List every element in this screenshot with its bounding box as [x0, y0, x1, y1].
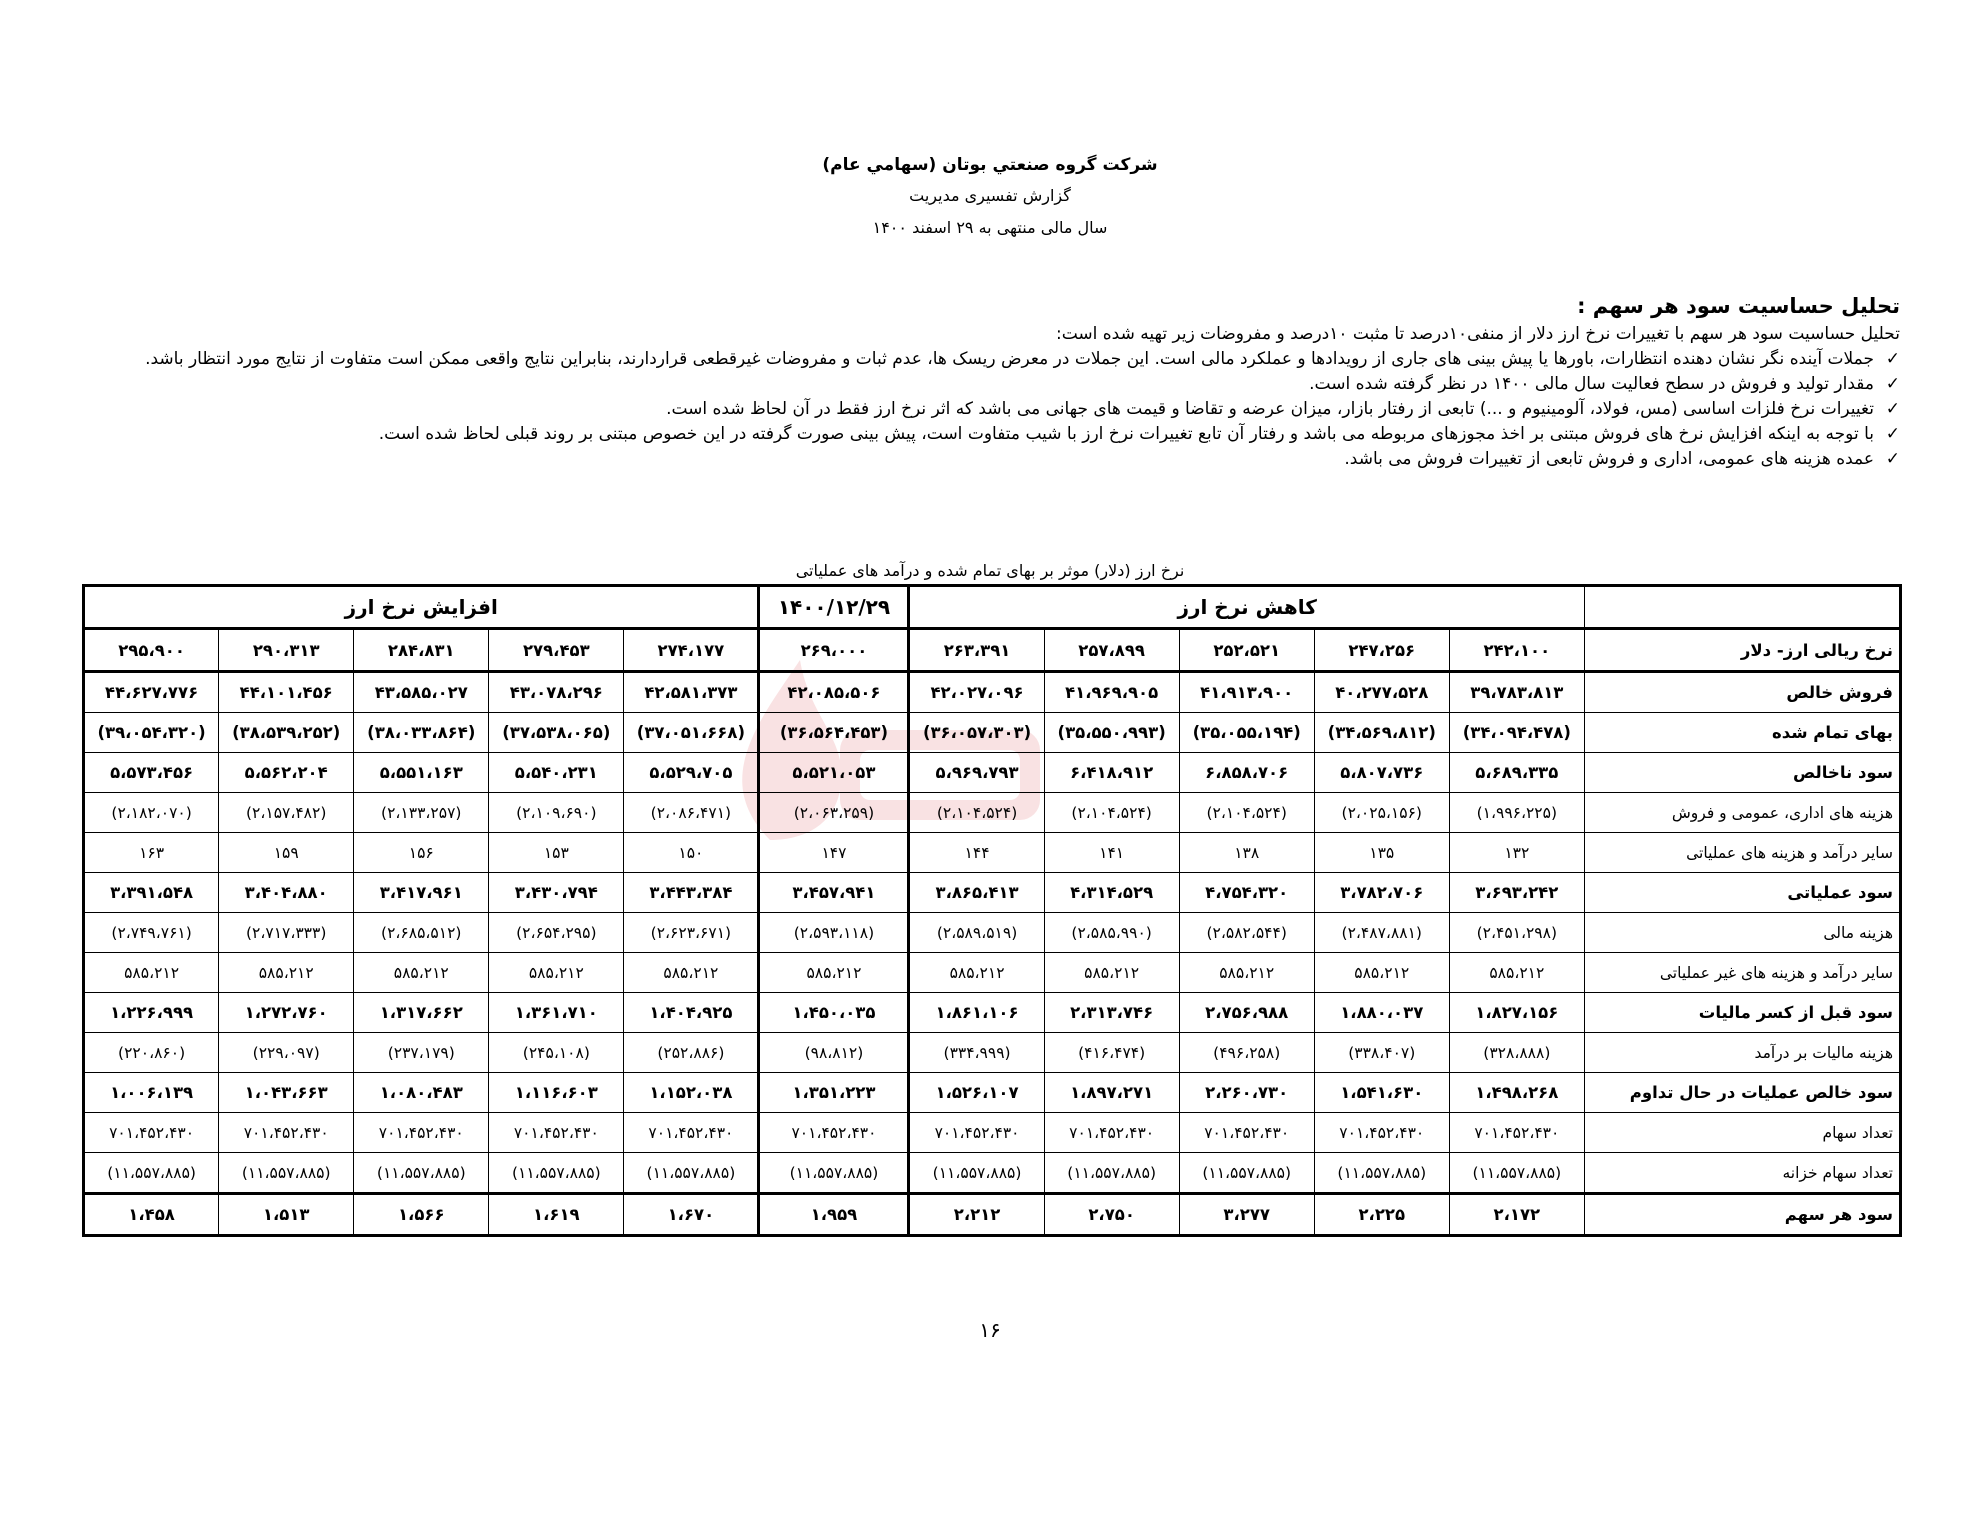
value-cell: ۵،۵۴۰،۲۳۱	[489, 753, 624, 793]
value-cell: ۴۳،۵۸۵،۰۲۷	[354, 672, 489, 713]
row-label: سود خالص عملیات در حال تداوم	[1584, 1073, 1900, 1113]
value-cell: ۴۳،۰۷۸،۲۹۶	[489, 672, 624, 713]
value-cell: ۱،۹۵۹	[759, 1194, 909, 1236]
value-cell: ۱۶۳	[84, 833, 219, 873]
value-cell: (۲،۱۰۴،۵۲۴)	[1179, 793, 1314, 833]
value-cell: ۷۰۱،۴۵۲،۴۳۰	[219, 1113, 354, 1153]
value-cell: ۱۳۸	[1179, 833, 1314, 873]
group-increase: افزایش نرخ ارز	[84, 586, 759, 629]
value-cell: (۹۸،۸۱۲)	[759, 1033, 909, 1073]
value-cell: ۵۸۵،۲۱۲	[909, 953, 1044, 993]
value-cell: (۳۸،۵۳۹،۲۵۲)	[219, 713, 354, 753]
value-cell: ۳،۸۶۵،۴۱۳	[909, 873, 1044, 913]
value-cell: ۷۰۱،۴۵۲،۴۳۰	[1314, 1113, 1449, 1153]
value-cell: ۲،۲۶۰،۷۳۰	[1179, 1073, 1314, 1113]
value-cell: ۳،۳۹۱،۵۴۸	[84, 873, 219, 913]
value-cell: ۱،۵۶۶	[354, 1194, 489, 1236]
value-cell: (۱۱،۵۵۷،۸۸۵)	[354, 1153, 489, 1194]
value-cell: ۳،۴۳۰،۷۹۴	[489, 873, 624, 913]
row-label: سود عملیاتی	[1584, 873, 1900, 913]
value-cell: ۵،۵۷۳،۴۵۶	[84, 753, 219, 793]
section-title: تحلیل حساسیت سود هر سهم :	[1577, 294, 1900, 318]
value-cell: (۲۲۰،۸۶۰)	[84, 1033, 219, 1073]
value-cell: (۳۶،۰۵۷،۳۰۳)	[909, 713, 1044, 753]
value-cell: (۱۱،۵۵۷،۸۸۵)	[84, 1153, 219, 1194]
sensitivity-table	[82, 584, 1902, 1237]
value-cell: (۳۲۸،۸۸۸)	[1449, 1033, 1584, 1073]
value-cell: (۳۷،۵۳۸،۰۶۵)	[489, 713, 624, 753]
value-cell: ۷۰۱،۴۵۲،۴۳۰	[1179, 1113, 1314, 1153]
value-cell: (۲،۴۸۷،۸۸۱)	[1314, 913, 1449, 953]
value-cell: ۴۴،۶۲۷،۷۷۶	[84, 672, 219, 713]
value-cell: (۲،۵۸۹،۵۱۹)	[909, 913, 1044, 953]
value-cell: (۲۴۵،۱۰۸)	[489, 1033, 624, 1073]
value-cell: ۳،۷۸۲،۷۰۶	[1314, 873, 1449, 913]
value-cell: ۲،۳۱۳،۷۴۶	[1044, 993, 1179, 1033]
value-cell: (۱۱،۵۵۷،۸۸۵)	[489, 1153, 624, 1194]
value-cell: ۱،۰۰۶،۱۳۹	[84, 1073, 219, 1113]
value-cell: ۵۸۵،۲۱۲	[1044, 953, 1179, 993]
value-cell: ۳،۴۱۷،۹۶۱	[354, 873, 489, 913]
value-cell: ۷۰۱،۴۵۲،۴۳۰	[84, 1113, 219, 1153]
table-row	[84, 629, 1901, 672]
value-cell: (۳۴،۵۶۹،۸۱۲)	[1314, 713, 1449, 753]
table-row	[84, 1033, 1901, 1073]
check-icon: ✓	[1885, 374, 1900, 394]
table-caption: نرخ ارز (دلار) موثر بر بهای تمام شده و درآمد های عملیاتی	[795, 561, 1185, 580]
table-row	[84, 953, 1901, 993]
value-cell: (۱۱،۵۵۷،۸۸۵)	[219, 1153, 354, 1194]
value-cell: ۲۹۰،۳۱۳	[219, 629, 354, 672]
value-cell: ۳،۴۰۴،۸۸۰	[219, 873, 354, 913]
value-cell: (۴۹۶،۲۵۸)	[1179, 1033, 1314, 1073]
value-cell: ۴،۷۵۴،۳۲۰	[1179, 873, 1314, 913]
row-label: هزینه مالی	[1584, 913, 1900, 953]
table-row	[84, 1153, 1901, 1194]
assumption-text: با توجه به اینکه افزایش نرخ های فروش مبتنی بر اخذ مجوزهای مربوطه می باشد و رفتار آن تابع تغییرات نرخ ارز با شیب متفاوت است، پیش بینی صورت گرفته در این خصوص مبتنی بر روند قبلی لحاظ شده است.	[378, 424, 1874, 444]
company-name: شرکت گروه صنعتي بوتان (سهامي عام)	[822, 155, 1158, 175]
value-cell: ۵،۵۲۹،۷۰۵	[624, 753, 759, 793]
value-cell: ۳۹،۷۸۳،۸۱۳	[1449, 672, 1584, 713]
value-cell: (۱۱،۵۵۷،۸۸۵)	[1179, 1153, 1314, 1194]
value-cell: (۱،۹۹۶،۲۲۵)	[1449, 793, 1584, 833]
value-cell: (۲،۶۵۴،۲۹۵)	[489, 913, 624, 953]
value-cell: ۷۰۱،۴۵۲،۴۳۰	[909, 1113, 1044, 1153]
value-cell: (۱۱،۵۵۷،۸۸۵)	[1449, 1153, 1584, 1194]
value-cell: ۴۲،۵۸۱،۳۷۳	[624, 672, 759, 713]
value-cell: ۱،۱۵۲،۰۳۸	[624, 1073, 759, 1113]
value-cell: ۵۸۵،۲۱۲	[219, 953, 354, 993]
value-cell: ۱،۸۹۷،۲۷۱	[1044, 1073, 1179, 1113]
value-cell: ۱،۲۷۲،۷۶۰	[219, 993, 354, 1033]
value-cell: ۶،۴۱۸،۹۱۲	[1044, 753, 1179, 793]
table-row	[84, 1073, 1901, 1113]
assumption-text: عمده هزینه های عمومی، اداری و فروش تابعی از تغییرات فروش می باشد.	[1344, 449, 1874, 469]
value-cell: ۳،۲۷۷	[1179, 1194, 1314, 1236]
value-cell: (۲،۷۱۷،۳۳۳)	[219, 913, 354, 953]
value-cell: ۱۵۶	[354, 833, 489, 873]
value-cell: (۲،۱۰۴،۵۲۴)	[909, 793, 1044, 833]
row-label: سایر درآمد و هزینه های عملیاتی	[1584, 833, 1900, 873]
value-cell: (۳۹،۰۵۴،۳۲۰)	[84, 713, 219, 753]
assumption-item	[80, 372, 1900, 397]
row-label: سود هر سهم	[1584, 1194, 1900, 1236]
value-cell: (۱۱،۵۵۷،۸۸۵)	[1314, 1153, 1449, 1194]
value-cell: ۵۸۵،۲۱۲	[84, 953, 219, 993]
value-cell: ۲۹۵،۹۰۰	[84, 629, 219, 672]
value-cell: ۱،۸۸۰،۰۳۷	[1314, 993, 1449, 1033]
value-cell: (۲،۰۸۶،۴۷۱)	[624, 793, 759, 833]
value-cell: ۵،۵۶۲،۲۰۴	[219, 753, 354, 793]
section-intro: تحلیل حساسیت سود هر سهم با تغییرات نرخ ارز دلار از منفی۱۰درصد تا مثبت ۱۰درصد و مفروضات زیر تهیه شده است:	[1055, 324, 1900, 344]
page-number: ۱۶	[979, 1318, 1001, 1342]
table-row	[84, 793, 1901, 833]
value-cell: (۴۱۶،۴۷۴)	[1044, 1033, 1179, 1073]
group-decrease: کاهش نرخ ارز	[909, 586, 1584, 629]
check-icon: ✓	[1885, 424, 1900, 444]
value-cell: (۲،۵۸۵،۹۹۰)	[1044, 913, 1179, 953]
table-row	[84, 1113, 1901, 1153]
value-cell: (۲،۱۸۲،۰۷۰)	[84, 793, 219, 833]
value-cell: ۱،۸۲۷،۱۵۶	[1449, 993, 1584, 1033]
table-row	[84, 993, 1901, 1033]
value-cell: ۴۰،۲۷۷،۵۲۸	[1314, 672, 1449, 713]
value-cell: ۲،۲۲۵	[1314, 1194, 1449, 1236]
value-cell: ۱،۵۱۳	[219, 1194, 354, 1236]
value-cell: ۱،۴۵۰،۰۳۵	[759, 993, 909, 1033]
value-cell: ۷۰۱،۴۵۲،۴۳۰	[759, 1113, 909, 1153]
row-label: نرخ ریالی ارز- دلار	[1584, 629, 1900, 672]
value-cell: ۷۰۱،۴۵۲،۴۳۰	[1044, 1113, 1179, 1153]
value-cell: ۱،۶۷۰	[624, 1194, 759, 1236]
value-cell: ۱۳۵	[1314, 833, 1449, 873]
value-cell: ۱،۵۴۱،۶۳۰	[1314, 1073, 1449, 1113]
check-icon: ✓	[1885, 349, 1900, 369]
value-cell: ۲،۲۱۲	[909, 1194, 1044, 1236]
value-cell: ۱۵۰	[624, 833, 759, 873]
value-cell: ۴۲،۰۸۵،۵۰۶	[759, 672, 909, 713]
value-cell: ۲۴۷،۲۵۶	[1314, 629, 1449, 672]
value-cell: ۵۸۵،۲۱۲	[354, 953, 489, 993]
table-row	[84, 873, 1901, 913]
value-cell: ۴۱،۹۱۳،۹۰۰	[1179, 672, 1314, 713]
value-cell: ۷۰۱،۴۵۲،۴۳۰	[489, 1113, 624, 1153]
value-cell: ۴۲،۰۲۷،۰۹۶	[909, 672, 1044, 713]
value-cell: ۲۶۳،۳۹۱	[909, 629, 1044, 672]
value-cell: (۲،۱۵۷،۴۸۲)	[219, 793, 354, 833]
value-cell: ۲۸۴،۸۳۱	[354, 629, 489, 672]
value-cell: ۵۸۵،۲۱۲	[1179, 953, 1314, 993]
assumption-text: مقدار تولید و فروش در سطح فعالیت سال مالی ۱۴۰۰ در نظر گرفته شده است.	[1309, 374, 1874, 394]
value-cell: ۱۵۳	[489, 833, 624, 873]
value-cell: (۲۳۷،۱۷۹)	[354, 1033, 489, 1073]
row-label: سایر درآمد و هزینه های غیر عملیاتی	[1584, 953, 1900, 993]
value-cell: (۲،۴۵۱،۲۹۸)	[1449, 913, 1584, 953]
value-cell: ۲۴۲،۱۰۰	[1449, 629, 1584, 672]
report-period: سال مالی منتهی به ۲۹ اسفند ۱۴۰۰	[872, 218, 1108, 237]
value-cell: ۲۷۴،۱۷۷	[624, 629, 759, 672]
value-cell: ۴۴،۱۰۱،۴۵۶	[219, 672, 354, 713]
assumptions-list	[80, 347, 1900, 472]
row-label: بهای تمام شده	[1584, 713, 1900, 753]
value-cell: (۲،۱۰۴،۵۲۴)	[1044, 793, 1179, 833]
report-title: گزارش تفسیری مدیریت	[909, 186, 1071, 205]
table-row	[84, 913, 1901, 953]
value-cell: (۲،۵۹۳،۱۱۸)	[759, 913, 909, 953]
value-cell: (۲،۶۸۵،۵۱۲)	[354, 913, 489, 953]
value-cell: ۵،۶۸۹،۳۳۵	[1449, 753, 1584, 793]
value-cell: ۴،۳۱۴،۵۲۹	[1044, 873, 1179, 913]
assumption-text: جملات آینده نگر نشان دهنده انتظارات، باورها یا پیش بینی های جاری از رویدادها و عملکرد مالی است. این جملات در معرض ریسک ها، عدم ثبات و مفروضات غیرقطعی قراردارند، بنابراین نتایج واقعی ممکن است متفاوت از نتایج مورد انتظار باشد.	[145, 349, 1874, 369]
label-header-cell	[1584, 586, 1900, 629]
value-cell: ۲،۷۵۰	[1044, 1194, 1179, 1236]
value-cell: ۵۸۵،۲۱۲	[759, 953, 909, 993]
value-cell: (۲،۷۴۹،۷۶۱)	[84, 913, 219, 953]
value-cell: ۱،۶۱۹	[489, 1194, 624, 1236]
value-cell: (۲،۱۳۳،۲۵۷)	[354, 793, 489, 833]
value-cell: (۲،۵۸۲،۵۴۴)	[1179, 913, 1314, 953]
value-cell: ۱،۲۲۶،۹۹۹	[84, 993, 219, 1033]
value-cell: ۱،۰۸۰،۴۸۳	[354, 1073, 489, 1113]
value-cell: ۵۸۵،۲۱۲	[624, 953, 759, 993]
sensitivity-section	[80, 290, 1900, 472]
value-cell: ۲،۱۷۲	[1449, 1194, 1584, 1236]
check-icon: ✓	[1885, 449, 1900, 469]
value-cell: ۲،۷۵۶،۹۸۸	[1179, 993, 1314, 1033]
check-icon: ✓	[1885, 399, 1900, 419]
value-cell: ۵،۵۵۱،۱۶۳	[354, 753, 489, 793]
value-cell: ۵،۵۲۱،۰۵۳	[759, 753, 909, 793]
table-row	[84, 672, 1901, 713]
value-cell: (۳۸،۰۳۳،۸۶۴)	[354, 713, 489, 753]
value-cell: (۱۱،۵۵۷،۸۸۵)	[1044, 1153, 1179, 1194]
value-cell: ۳،۶۹۳،۲۴۲	[1449, 873, 1584, 913]
row-label: فروش خالص	[1584, 672, 1900, 713]
value-cell: ۱،۸۶۱،۱۰۶	[909, 993, 1044, 1033]
value-cell: ۱،۳۱۷،۶۶۲	[354, 993, 489, 1033]
table-row	[84, 833, 1901, 873]
table-body	[84, 629, 1901, 1236]
page-header	[0, 150, 1980, 244]
value-cell: ۲۷۹،۴۵۳	[489, 629, 624, 672]
value-cell: ۱۵۹	[219, 833, 354, 873]
value-cell: ۱،۳۶۱،۷۱۰	[489, 993, 624, 1033]
table-row	[84, 713, 1901, 753]
row-label: سود ناخالص	[1584, 753, 1900, 793]
value-cell: ۱،۴۵۸	[84, 1194, 219, 1236]
value-cell: (۲۵۲،۸۸۶)	[624, 1033, 759, 1073]
value-cell: ۱،۴۹۸،۲۶۸	[1449, 1073, 1584, 1113]
value-cell: ۷۰۱،۴۵۲،۴۳۰	[1449, 1113, 1584, 1153]
group-header-row	[84, 586, 1901, 629]
value-cell: (۳۷،۰۵۱،۶۶۸)	[624, 713, 759, 753]
value-cell: (۳۵،۰۵۵،۱۹۴)	[1179, 713, 1314, 753]
value-cell: ۱،۴۰۴،۹۲۵	[624, 993, 759, 1033]
assumption-item	[80, 347, 1900, 372]
value-cell: (۳۵،۵۵۰،۹۹۳)	[1044, 713, 1179, 753]
value-cell: (۲،۶۲۳،۶۷۱)	[624, 913, 759, 953]
value-cell: ۵،۹۶۹،۷۹۳	[909, 753, 1044, 793]
table-row	[84, 753, 1901, 793]
assumption-item	[80, 422, 1900, 447]
value-cell: (۳۳۴،۹۹۹)	[909, 1033, 1044, 1073]
value-cell: ۲۵۷،۸۹۹	[1044, 629, 1179, 672]
value-cell: ۱۳۲	[1449, 833, 1584, 873]
value-cell: (۲،۱۰۹،۶۹۰)	[489, 793, 624, 833]
table-row	[84, 1194, 1901, 1236]
value-cell: ۳،۴۵۷،۹۴۱	[759, 873, 909, 913]
value-cell: (۲،۰۶۳،۲۵۹)	[759, 793, 909, 833]
value-cell: (۱۱،۵۵۷،۸۸۵)	[624, 1153, 759, 1194]
value-cell: ۲۵۲،۵۲۱	[1179, 629, 1314, 672]
value-cell: ۶،۸۵۸،۷۰۶	[1179, 753, 1314, 793]
value-cell: (۳۳۸،۴۰۷)	[1314, 1033, 1449, 1073]
assumption-text: تغییرات نرخ فلزات اساسی (مس، فولاد، آلومینیوم و ...) تابعی از رفتار بازار، میزان عرضه و تقاضا و قیمت های جهانی می باشد که اثر نرخ ارز فقط در آن لحاظ شده است.	[666, 399, 1874, 419]
value-cell: ۵۸۵،۲۱۲	[1314, 953, 1449, 993]
value-cell: ۷۰۱،۴۵۲،۴۳۰	[624, 1113, 759, 1153]
row-label: تعداد سهام	[1584, 1113, 1900, 1153]
group-base-date: ۱۴۰۰/۱۲/۲۹	[759, 586, 909, 629]
value-cell: ۱،۳۵۱،۲۲۳	[759, 1073, 909, 1113]
value-cell: (۳۴،۰۹۴،۴۷۸)	[1449, 713, 1584, 753]
row-label: تعداد سهام خزانه	[1584, 1153, 1900, 1194]
value-cell: ۲۶۹،۰۰۰	[759, 629, 909, 672]
value-cell: ۱،۰۴۳،۶۶۳	[219, 1073, 354, 1113]
value-cell: ۴۱،۹۶۹،۹۰۵	[1044, 672, 1179, 713]
value-cell: ۱۴۷	[759, 833, 909, 873]
value-cell: (۱۱،۵۵۷،۸۸۵)	[759, 1153, 909, 1194]
value-cell: ۵۸۵،۲۱۲	[1449, 953, 1584, 993]
assumption-item	[80, 397, 1900, 422]
assumption-item	[80, 447, 1900, 472]
value-cell: ۱،۱۱۶،۶۰۳	[489, 1073, 624, 1113]
value-cell: ۳،۴۴۳،۳۸۴	[624, 873, 759, 913]
value-cell: ۵،۸۰۷،۷۳۶	[1314, 753, 1449, 793]
value-cell: ۱۴۴	[909, 833, 1044, 873]
value-cell: (۱۱،۵۵۷،۸۸۵)	[909, 1153, 1044, 1194]
value-cell: ۱،۵۲۶،۱۰۷	[909, 1073, 1044, 1113]
value-cell: ۱۴۱	[1044, 833, 1179, 873]
value-cell: (۲،۰۲۵،۱۵۶)	[1314, 793, 1449, 833]
value-cell: (۲۲۹،۰۹۷)	[219, 1033, 354, 1073]
value-cell: ۵۸۵،۲۱۲	[489, 953, 624, 993]
value-cell: (۳۶،۵۶۴،۴۵۳)	[759, 713, 909, 753]
row-label: سود قبل از کسر مالیات	[1584, 993, 1900, 1033]
value-cell: ۷۰۱،۴۵۲،۴۳۰	[354, 1113, 489, 1153]
row-label: هزینه های اداری، عمومی و فروش	[1584, 793, 1900, 833]
row-label: هزینه مالیات بر درآمد	[1584, 1033, 1900, 1073]
